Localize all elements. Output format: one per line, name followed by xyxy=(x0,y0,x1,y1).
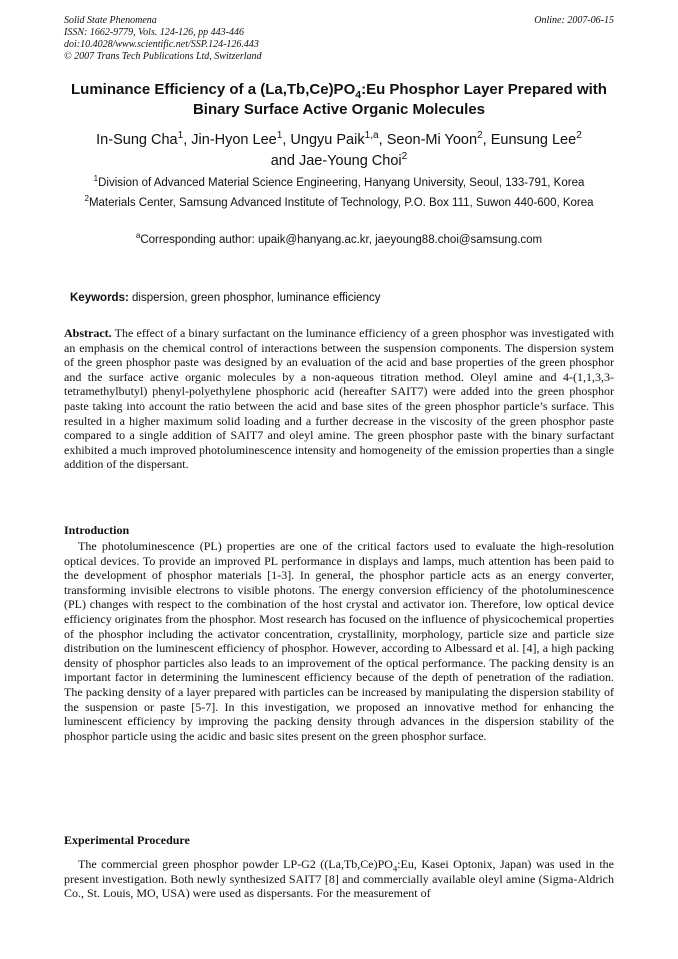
online-date: Online: 2007-06-15 xyxy=(534,15,614,26)
author-affiliation-mark: 2 xyxy=(401,151,408,163)
corresponding-author xyxy=(60,233,618,248)
author-name: Ungyu Paik xyxy=(290,132,365,148)
author-separator: , xyxy=(378,132,387,148)
author-affiliation-mark: 2 xyxy=(477,130,483,142)
affiliation-mark: 1 xyxy=(93,174,99,184)
title-part-1: Luminance Efficiency of a (La,Tb,Ce)PO xyxy=(71,81,356,98)
experimental-text-2: :Eu, Kasei Optonix, Japan) was used in the present investigation. Both newly synthesized SAIT7 [8] and commercially available oleyl amine (Sigma-Aldrich Co., St. Louis, MO, USA) were used as dispersants. For the measurement of xyxy=(64,857,615,901)
author-name: Seon-Mi Yoon xyxy=(386,132,478,148)
author-separator: , xyxy=(282,132,291,148)
experimental-heading: Experimental Procedure xyxy=(64,833,190,847)
issn-line: ISSN: 1662-9779, Vols. 124-126, pp 443-446 xyxy=(64,27,244,38)
affiliation-text: Materials Center, Samsung Advanced Institute of Technology, P.O. Box 111, Suwon 440-600, Korea xyxy=(88,197,594,209)
affiliation-text: Division of Advanced Material Science Engineering, Hanyang University, Seoul, 133-791, Korea xyxy=(98,177,585,189)
keywords xyxy=(70,291,630,306)
introduction-heading: Introduction xyxy=(64,523,130,537)
author-name: and Jae-Young Choi xyxy=(270,153,402,169)
author-affiliation-mark: 2 xyxy=(576,130,582,142)
title-part-2: :Eu Phosphor Layer Prepared with Binary Surface Active Organic Molecules xyxy=(192,81,607,118)
author-list xyxy=(50,130,628,172)
corresponding-text: Corresponding author: upaik@hanyang.ac.kr, jaeyoung88.choi@samsung.com xyxy=(140,234,543,246)
doi-line: doi:10.4028/www.scientific.net/SSP.124-126.443 xyxy=(64,39,259,50)
experimental-subscript: 4 xyxy=(392,864,398,874)
title-subscript: 4 xyxy=(355,89,362,101)
abstract-paragraph xyxy=(64,326,614,472)
author-affiliation-mark: 1,a xyxy=(364,130,379,142)
journal-name: Solid State Phenomena xyxy=(64,15,157,26)
journal-header xyxy=(64,15,614,63)
affiliation-mark: 2 xyxy=(84,194,89,204)
author-name: In-Sung Cha xyxy=(96,132,178,148)
author-name: Eunsung Lee xyxy=(490,132,577,148)
paper-title xyxy=(60,80,618,120)
experimental-paragraph xyxy=(64,857,614,901)
affiliation-2 xyxy=(80,196,598,211)
author-affiliation-mark: 1 xyxy=(276,130,283,142)
affiliation-1 xyxy=(60,176,618,191)
copyright-line: © 2007 Trans Tech Publications Ltd, Switzerland xyxy=(64,51,262,62)
experimental-text-1: The commercial green phosphor powder LP-G2 ((La,Tb,Ce)PO xyxy=(78,857,393,871)
keywords-label: Keywords: xyxy=(70,292,129,304)
author-affiliation-mark: 1 xyxy=(177,130,184,142)
keywords-text: dispersion, green phosphor, luminance efficiency xyxy=(128,292,381,304)
author-separator: , xyxy=(183,132,192,148)
author-name: Jin-Hyon Lee xyxy=(191,132,277,148)
author-separator: , xyxy=(482,132,491,148)
introduction-paragraph: The photoluminescence (PL) properties are one of the critical factors used to evaluate the high-resolution optical devices. To provide an improved PL performance in displays and lamps, much attention has been paid to the development of phosphor materials [1-3]. In general, the phosphor particle acts as an energy converter, transforming invisible electrons to visible photons. The energy conversion efficiency of the photoluminescence (PL) changes with respect to the combination of the host crystal and activator ion. Therefore, low optical device efficiency originates from the phosphor. Most research has focused on the influence of physicochemical properties of the phosphor including the activator concentration, crystallinity, morphology, particle size and particle size distribution on the luminescent efficiency of phosphor. However, according to Albessard et al. [4], a high packing density of phosphor particles also leads to an improvement of the optical performance. The packing density is an important factor in determining the luminescent efficiency because of the depth of penetration of the radiation. The packing density of a layer prepared with particles can be increased by manipulating the dispersion stability of the suspension or paste [5-7]. In this investigation, we proposed an innovative method for enhancing the luminescent efficiency by improving the packing density through advances in the dispersion stability of the phosphor particle using the acidic and basic sites present on the green phosphor surface. xyxy=(64,539,614,743)
abstract-label: Abstract. xyxy=(64,326,112,340)
abstract-text: The effect of a binary surfactant on the luminance efficiency of a green phosphor was investigated with an emphasis on the chemical control of interactions between the suspension components. The dispersion system of the green phosphor paste was designed by an evaluation of the acid and base properties of the green phosphor and the surface active organic molecules by a non-aqueous titration method. Oleyl amine and 4-(1,1,3,3-tetramethylbutyl) phenyl-polyethylene phosphoric acid (hereafter SAIT7) were added into the green phosphor paste taking into account the ratio between the acid and base sites of the green phosphor particle’s surface. This resulted in a higher maximum solid loading and a further decrease in the viscosity of the green phosphor paste compared to a single addition of SAIT7 and oleyl amine. The green phosphor paste with the binary surfactant exhibited a much improved photoluminescence intensity and homogeneity of the emission properties than a single addition of the dispersant. xyxy=(64,326,614,472)
affiliation-mark: a xyxy=(135,231,141,241)
